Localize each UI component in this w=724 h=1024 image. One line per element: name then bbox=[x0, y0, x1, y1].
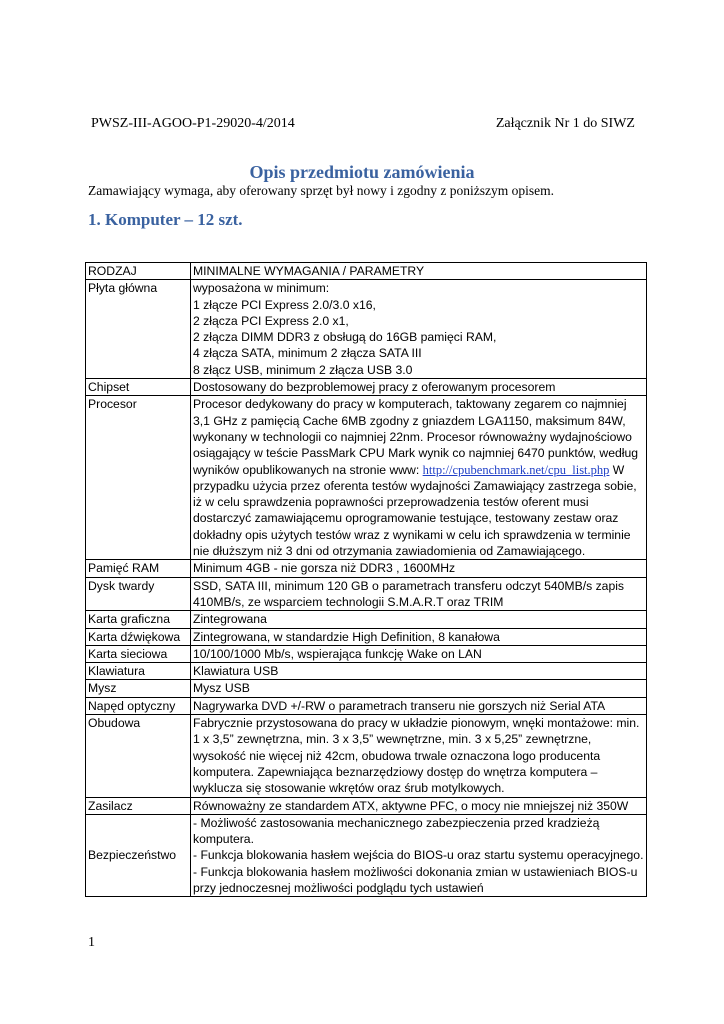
row-value: Minimum 4GB - nie gorsza niż DDR3 , 1600MHz bbox=[191, 560, 647, 577]
table-row bbox=[86, 645, 647, 662]
row-label: Zasilacz bbox=[86, 797, 191, 814]
intro-text: Zamawiający wymaga, aby oferowany sprzęt był nowy i zgodny z poniższym opisem. bbox=[88, 183, 554, 198]
row-label: Karta sieciowa bbox=[86, 645, 191, 662]
value-line: 8 złącz USB, minimum 2 złącza USB 3.0 bbox=[193, 362, 413, 377]
document-reference: PWSZ-III-AGOO-P1-29020-4/2014 bbox=[91, 116, 295, 131]
value-line: wyposażona w minimum: bbox=[193, 281, 330, 296]
value-line: - Możliwość zastosowania mechanicznego zabezpieczenia przed kradzieżą komputera. bbox=[193, 815, 600, 847]
row-label: Bezpieczeństwo bbox=[86, 814, 191, 896]
row-label: Pamięć RAM bbox=[86, 560, 191, 577]
row-value: Nagrywarka DVD +/-RW o parametrach transeru nie gorszych niż Serial ATA bbox=[191, 697, 647, 714]
row-label: Obudowa bbox=[86, 715, 191, 797]
table-row bbox=[86, 715, 647, 797]
row-label: Płyta główna bbox=[86, 280, 191, 379]
table-row bbox=[86, 680, 647, 697]
header-cell-requirements: MINIMALNE WYMAGANIA / PARAMETRY bbox=[191, 263, 647, 280]
row-value: Zintegrowana, w standardzie High Definition, 8 kanałowa bbox=[191, 628, 647, 645]
table-row bbox=[86, 814, 647, 896]
value-line: - Funkcja blokowania hasłem wejścia do BIOS-u oraz startu systemu operacyjnego. bbox=[193, 848, 644, 863]
section-heading: 1. Komputer – 12 szt. bbox=[88, 210, 243, 229]
header-cell-type: RODZAJ bbox=[86, 263, 191, 280]
value-line: 2 złącza DIMM DDR3 z obsługą do 16GB pamięci RAM, bbox=[193, 330, 497, 345]
table-row bbox=[86, 560, 647, 577]
row-label: Klawiatura bbox=[86, 663, 191, 680]
table-row bbox=[86, 663, 647, 680]
table-row bbox=[86, 280, 647, 379]
row-value: Fabrycznie przystosowana do pracy w układzie pionowym, wnęki montażowe: min. 1 x 3,5” zewnętrzna, min. 3 x 3,5” wewnętrzne, min. 3 x 5,25” zewnętrzne, wysokość nie więcej niż 42cm, obudowa trwale oznaczona logo producenta komputera. Zapewniająca beznarzędziowy dostęp do wnętrza komputera – wyklucza się stosowanie wkrętów oraz śrub motylkowych. bbox=[191, 715, 647, 797]
table-row bbox=[86, 628, 647, 645]
row-label: Karta graficzna bbox=[86, 611, 191, 628]
row-value: Dostosowany do bezproblemowej pracy z oferowanym procesorem bbox=[191, 379, 647, 396]
row-value: Mysz USB bbox=[191, 680, 647, 697]
row-label: Chipset bbox=[86, 379, 191, 396]
table-row bbox=[86, 611, 647, 628]
value-line: 1 złącze PCI Express 2.0/3.0 x16, bbox=[193, 297, 376, 312]
value-line: 2 złącza PCI Express 2.0 x1, bbox=[193, 313, 349, 328]
table-row bbox=[86, 577, 647, 611]
row-value bbox=[191, 280, 647, 379]
table-row bbox=[86, 797, 647, 814]
row-value: Klawiatura USB bbox=[191, 663, 647, 680]
row-value: Równoważny ze standardem ATX, aktywne PFC, o mocy nie mniejszej niż 350W bbox=[191, 797, 647, 814]
value-text: Procesor dedykowany do pracy w komputerach, taktowany zegarem co najmniej 3,1 GHz z pamięcią Cache 6MB zgodny z gniazdem LGA1150, maksimum 84W, wykonany w technologii co najmniej 22nm. Procesor równoważny wydajnościowo osiągający w teście PassMark CPU Mark wynik co najmniej 6470 punktów, według wyników opublikowanych na stronie www: bbox=[193, 397, 639, 477]
row-value: Zintegrowana bbox=[191, 611, 647, 628]
row-label: Napęd optyczny bbox=[86, 697, 191, 714]
value-line: 4 złącza SATA, minimum 2 złącza SATA III bbox=[193, 346, 422, 361]
value-text: W przypadku użycia przez oferenta testów wydajności Zamawiający zastrzega sobie, iż w celu sprawdzenia poprawności przeprowadzenia testów oferent musi dostarczyć zamawiającemu oprogramowanie testujące, testowany zestaw oraz dokładny opis użytych testów wraz z wynikami w celu ich sprawdzenia w terminie nie dłuższym niż 3 dni od otrzymania zawiadomienia od Zamawiającego. bbox=[193, 462, 637, 559]
table-header-row bbox=[86, 263, 647, 280]
table-row bbox=[86, 396, 647, 560]
row-label: Procesor bbox=[86, 396, 191, 560]
row-label: Karta dźwiękowa bbox=[86, 628, 191, 645]
row-value bbox=[191, 814, 647, 896]
row-value: SSD, SATA III, minimum 120 GB o parametrach transferu odczyt 540MB/s zapis 410MB/s, ze wsparciem technologii S.M.A.R.T oraz TRIM bbox=[191, 577, 647, 611]
row-label: Mysz bbox=[86, 680, 191, 697]
page-title: Opis przedmiotu zamówienia bbox=[249, 162, 475, 182]
value-line: - Funkcja blokowania hasłem możliwości dokonania zmian w ustawieniach BIOS-u przy jednoczesnej możliwości podglądu tych ustawień bbox=[193, 864, 638, 895]
row-value bbox=[191, 396, 647, 560]
table-row bbox=[86, 697, 647, 714]
cpu-benchmark-link[interactable]: http://cpubenchmark.net/cpu_list.php bbox=[422, 462, 610, 477]
attachment-label: Załącznik Nr 1 do SIWZ bbox=[495, 116, 635, 131]
row-label: Dysk twardy bbox=[86, 577, 191, 611]
spec-table bbox=[85, 262, 647, 897]
row-value: 10/100/1000 Mb/s, wspierająca funkcję Wake on LAN bbox=[191, 645, 647, 662]
table-row bbox=[86, 379, 647, 396]
page-number: 1 bbox=[88, 935, 95, 950]
